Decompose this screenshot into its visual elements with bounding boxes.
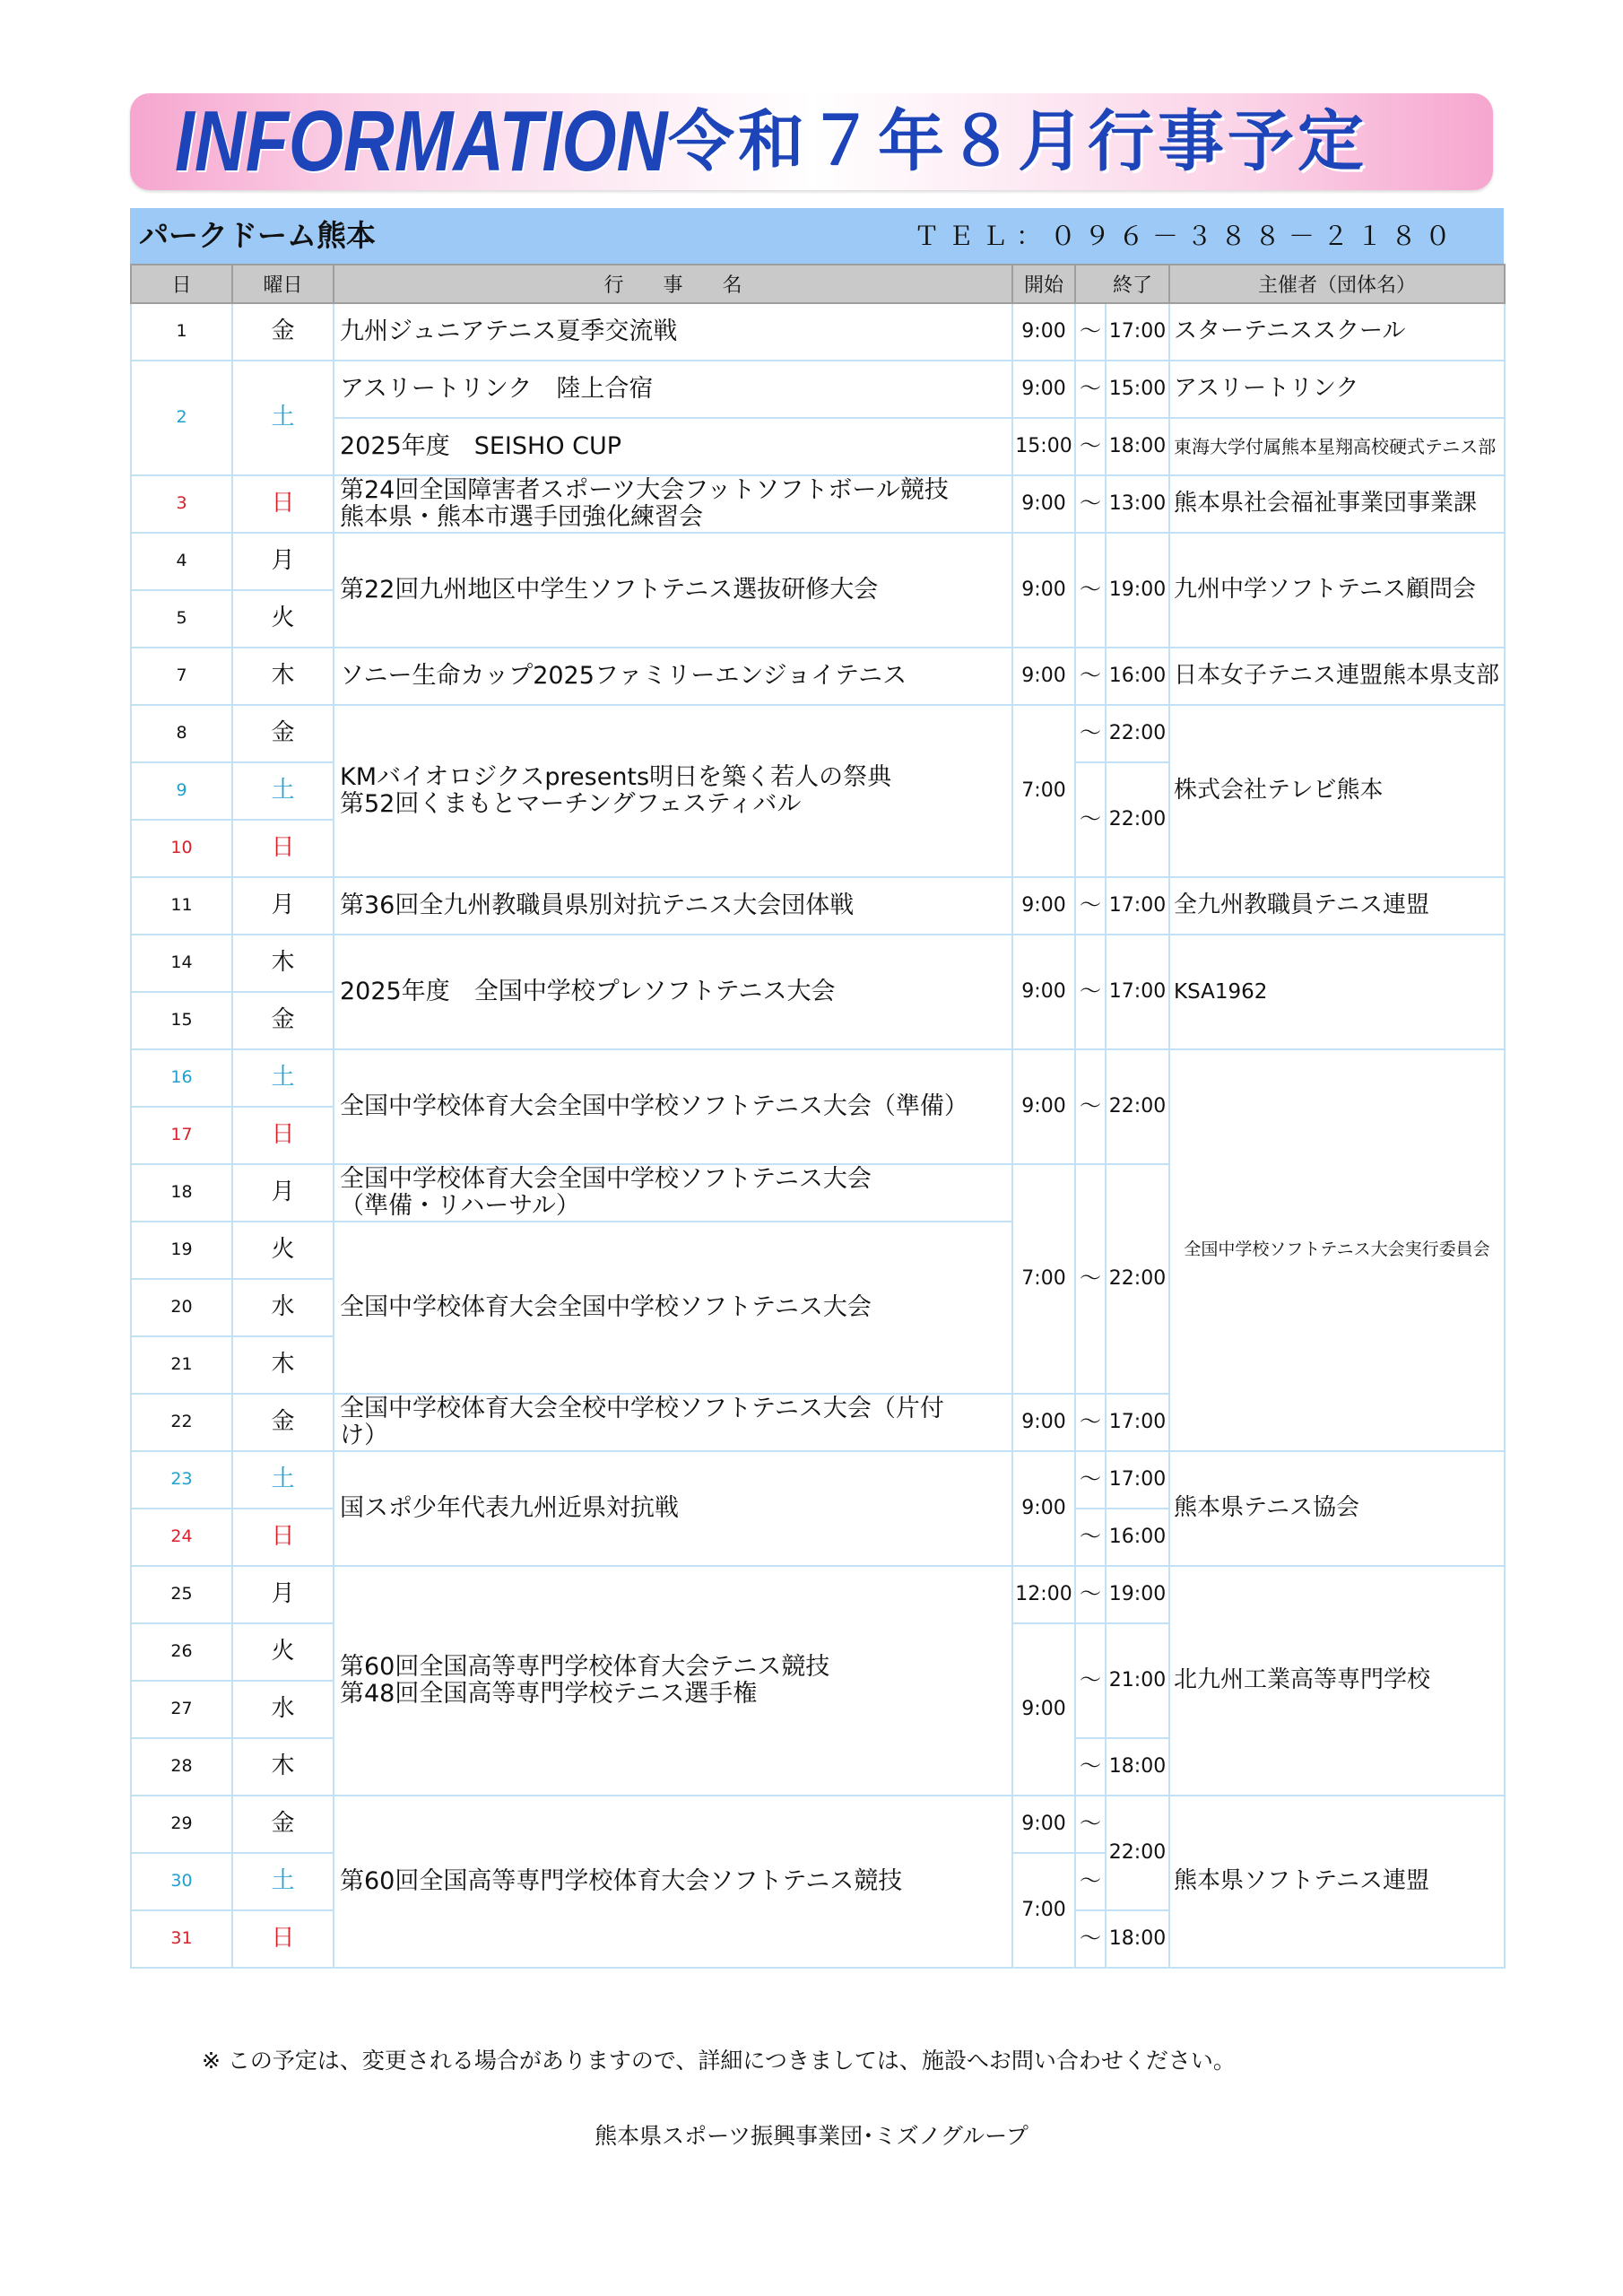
weekday-cell: 日 (232, 475, 334, 533)
end-time-cell: 17:00 (1106, 877, 1169, 935)
weekday-cell: 日 (232, 1509, 334, 1566)
weekday-cell: 水 (232, 1279, 334, 1336)
day-cell: 11 (131, 877, 232, 935)
end-time-cell: 19:00 (1106, 533, 1169, 648)
event-cell (334, 475, 1012, 533)
organizer-cell: 熊本県社会福祉事業団事業課 (1169, 475, 1505, 533)
table-row (131, 935, 1505, 992)
header-start: 開始 (1012, 265, 1075, 303)
event-line-2: （準備・リハーサル） (340, 1192, 580, 1220)
weekday-cell: 土 (232, 1049, 334, 1107)
day-cell: 9 (131, 762, 232, 820)
tilde-cell: ～ (1075, 1509, 1106, 1566)
day-cell: 24 (131, 1509, 232, 1566)
start-time-cell: 7:00 (1012, 1853, 1075, 1968)
day-cell: 20 (131, 1279, 232, 1336)
day-cell: 5 (131, 590, 232, 648)
organizer-cell: 東海大学付属熊本星翔高校硬式テニス部 (1169, 418, 1505, 475)
event-cell: 全国中学校体育大会全国中学校ソフトテニス大会 (334, 1222, 1012, 1394)
weekday-cell: 金 (232, 992, 334, 1049)
end-time-cell: 22:00 (1106, 1796, 1169, 1910)
weekday-cell: 土 (232, 1451, 334, 1509)
weekday-cell: 月 (232, 533, 334, 590)
weekday-cell: 月 (232, 877, 334, 935)
venue-bar (130, 208, 1504, 264)
end-time-cell: 22:00 (1106, 1049, 1169, 1164)
tilde-cell: ～ (1075, 935, 1106, 1049)
tilde-cell: ～ (1075, 475, 1106, 533)
event-cell: 全国中学校体育大会全国中学校ソフトテニス大会（準備） (334, 1049, 1012, 1164)
weekday-cell: 日 (232, 820, 334, 877)
weekday-cell: 金 (232, 303, 334, 361)
table-row (131, 533, 1505, 590)
tilde-cell: ～ (1075, 1853, 1106, 1910)
day-cell: 21 (131, 1336, 232, 1394)
start-time-cell: 7:00 (1012, 1164, 1075, 1394)
weekday-cell: 土 (232, 1853, 334, 1910)
tilde-cell: ～ (1075, 877, 1106, 935)
event-cell (334, 1566, 1012, 1796)
tilde-cell: ～ (1075, 1164, 1106, 1394)
weekday-cell: 月 (232, 1164, 334, 1222)
organizer-cell: 熊本県テニス協会 (1169, 1451, 1505, 1566)
end-time-cell: 17:00 (1106, 303, 1169, 361)
schedule-table (130, 264, 1506, 1969)
tilde-cell: ～ (1075, 1451, 1106, 1509)
weekday-cell: 金 (232, 705, 334, 762)
tilde-cell: ～ (1075, 533, 1106, 648)
tilde-cell: ～ (1075, 1394, 1106, 1451)
end-time-cell: 16:00 (1106, 648, 1169, 705)
organizer-cell: スターテニススクール (1169, 303, 1505, 361)
weekday-cell: 火 (232, 1623, 334, 1681)
tilde-cell: ～ (1075, 1623, 1106, 1738)
tilde-cell: ～ (1075, 762, 1106, 877)
start-time-cell: 9:00 (1012, 1796, 1075, 1853)
event-cell: 第22回九州地区中学生ソフトテニス選抜研修大会 (334, 533, 1012, 648)
start-time-cell: 9:00 (1012, 648, 1075, 705)
weekday-cell: 火 (232, 1222, 334, 1279)
table-row (131, 1049, 1505, 1107)
table-row (131, 418, 1505, 475)
event-line-1: 第24回全国障害者スポーツ大会フットソフトボール競技 (340, 476, 949, 505)
day-cell: 29 (131, 1796, 232, 1853)
day-cell: 18 (131, 1164, 232, 1222)
day-cell: 15 (131, 992, 232, 1049)
start-time-cell: 9:00 (1012, 303, 1075, 361)
day-cell: 2 (131, 361, 232, 475)
start-time-cell: 9:00 (1012, 1049, 1075, 1164)
event-cell: 2025年度 SEISHO CUP (334, 418, 1012, 475)
day-cell: 22 (131, 1394, 232, 1451)
day-cell: 17 (131, 1107, 232, 1164)
day-cell: 23 (131, 1451, 232, 1509)
tilde-cell: ～ (1075, 1049, 1106, 1164)
tilde-cell: ～ (1075, 361, 1106, 418)
event-cell (334, 705, 1012, 877)
start-time-cell: 9:00 (1012, 475, 1075, 533)
table-row (131, 877, 1505, 935)
start-time-cell: 9:00 (1012, 533, 1075, 648)
event-cell (334, 1164, 1012, 1222)
tilde-cell: ～ (1075, 1738, 1106, 1796)
day-cell: 19 (131, 1222, 232, 1279)
start-time-cell: 9:00 (1012, 361, 1075, 418)
event-line-1: 全国中学校体育大会全国中学校ソフトテニス大会 (340, 1165, 872, 1194)
organizer-cell: 九州中学ソフトテニス顧問会 (1169, 533, 1505, 648)
organizer-cell: 全九州教職員テニス連盟 (1169, 877, 1505, 935)
event-cell: 第60回全国高等専門学校体育大会ソフトテニス競技 (334, 1796, 1012, 1968)
table-header-row (131, 265, 1505, 303)
end-time-cell: 22:00 (1106, 705, 1169, 762)
title-banner (130, 93, 1493, 190)
table-row (131, 1566, 1505, 1623)
information-heading: INFORMATION (175, 93, 668, 189)
event-cell: 九州ジュニアテニス夏季交流戦 (334, 303, 1012, 361)
table-row (131, 303, 1505, 361)
event-line-1: 全国中学校体育大会全校中学校ソフトテニス大会（片付 (340, 1395, 944, 1423)
day-cell: 3 (131, 475, 232, 533)
day-cell: 30 (131, 1853, 232, 1910)
end-time-cell: 18:00 (1106, 1738, 1169, 1796)
event-line-1: KMバイオロジクスpresents明日を築く若人の祭典 (340, 763, 892, 792)
organizer-cell: 全国中学校ソフトテニス大会実行委員会 (1169, 1049, 1505, 1451)
end-time-cell: 22:00 (1106, 1164, 1169, 1394)
day-cell: 28 (131, 1738, 232, 1796)
tilde-cell: ～ (1075, 303, 1106, 361)
end-time-cell: 18:00 (1106, 418, 1169, 475)
day-cell: 31 (131, 1910, 232, 1968)
event-line-2: 熊本県・熊本市選手団強化練習会 (340, 503, 703, 531)
table-row (131, 648, 1505, 705)
day-cell: 10 (131, 820, 232, 877)
start-time-cell: 9:00 (1012, 877, 1075, 935)
table-row (131, 705, 1505, 762)
weekday-cell: 金 (232, 1796, 334, 1853)
event-cell: アスリートリンク 陸上合宿 (334, 361, 1012, 418)
end-time-cell: 19:00 (1106, 1566, 1169, 1623)
start-time-cell: 9:00 (1012, 1394, 1075, 1451)
event-cell: 2025年度 全国中学校プレソフトテニス大会 (334, 935, 1012, 1049)
start-time-cell: 12:00 (1012, 1566, 1075, 1623)
weekday-cell: 木 (232, 648, 334, 705)
footnote: ※ この予定は、変更される場合がありますので、詳細につきましては、施設へお問い合わせください。 (202, 2048, 1236, 2074)
weekday-cell: 土 (232, 361, 334, 475)
tilde-cell: ～ (1075, 648, 1106, 705)
end-time-cell: 21:00 (1106, 1623, 1169, 1738)
organizer-cell: アスリートリンク (1169, 361, 1505, 418)
header-day: 日 (131, 265, 232, 303)
start-time-cell: 9:00 (1012, 1623, 1075, 1796)
start-time-cell: 15:00 (1012, 418, 1075, 475)
end-time-cell: 15:00 (1106, 361, 1169, 418)
start-time-cell: 7:00 (1012, 705, 1075, 877)
day-cell: 7 (131, 648, 232, 705)
day-cell: 27 (131, 1681, 232, 1738)
day-cell: 1 (131, 303, 232, 361)
weekday-cell: 金 (232, 1394, 334, 1451)
venue-tel: ＴＥＬ：０９６－３８８－２１８０ (913, 221, 1459, 251)
tilde-cell: ～ (1075, 705, 1106, 762)
day-cell: 8 (131, 705, 232, 762)
header-end: 終了 (1075, 265, 1169, 303)
tilde-cell: ～ (1075, 418, 1106, 475)
weekday-cell: 木 (232, 935, 334, 992)
end-time-cell: 18:00 (1106, 1910, 1169, 1968)
footer-organization: 熊本県スポーツ振興事業団･ミズノグループ (595, 2123, 1028, 2149)
organizer-cell: 株式会社テレビ熊本 (1169, 705, 1505, 877)
page-title: 令和７年８月行事予定 (668, 103, 1367, 180)
tilde-cell: ～ (1075, 1566, 1106, 1623)
weekday-cell: 火 (232, 590, 334, 648)
event-line-1: 第60回全国高等専門学校体育大会テニス競技 (340, 1653, 830, 1682)
weekday-cell: 木 (232, 1336, 334, 1394)
weekday-cell: 月 (232, 1566, 334, 1623)
tilde-cell: ～ (1075, 1910, 1106, 1968)
start-time-cell: 9:00 (1012, 935, 1075, 1049)
header-weekday: 曜日 (232, 265, 334, 303)
day-cell: 4 (131, 533, 232, 590)
day-cell: 25 (131, 1566, 232, 1623)
table-row (131, 1796, 1505, 1853)
event-cell: 第36回全九州教職員県別対抗テニス大会団体戦 (334, 877, 1012, 935)
end-time-cell: 17:00 (1106, 1394, 1169, 1451)
end-time-cell: 16:00 (1106, 1509, 1169, 1566)
event-line-2: 第52回くまもとマーチングフェスティバル (340, 790, 802, 818)
weekday-cell: 水 (232, 1681, 334, 1738)
table-row (131, 361, 1505, 418)
start-time-cell: 9:00 (1012, 1451, 1075, 1566)
venue-name: パークドーム熊本 (139, 218, 376, 253)
event-cell (334, 1394, 1012, 1451)
organizer-cell: KSA1962 (1169, 935, 1505, 1049)
end-time-cell: 17:00 (1106, 935, 1169, 1049)
day-cell: 16 (131, 1049, 232, 1107)
header-event: 行 事 名 (334, 265, 1012, 303)
table-row (131, 1451, 1505, 1509)
weekday-cell: 木 (232, 1738, 334, 1796)
event-cell: ソニー生命カップ2025ファミリーエンジョイテニス (334, 648, 1012, 705)
end-time-cell: 22:00 (1106, 762, 1169, 877)
header-organizer: 主催者（団体名） (1169, 265, 1505, 303)
weekday-cell: 日 (232, 1107, 334, 1164)
organizer-cell: 熊本県ソフトテニス連盟 (1169, 1796, 1505, 1968)
event-cell: 国スポ少年代表九州近県対抗戦 (334, 1451, 1012, 1566)
event-line-2: 第48回全国高等専門学校テニス選手権 (340, 1680, 758, 1708)
organizer-cell: 北九州工業高等専門学校 (1169, 1566, 1505, 1796)
day-cell: 26 (131, 1623, 232, 1681)
end-time-cell: 17:00 (1106, 1451, 1169, 1509)
end-time-cell: 13:00 (1106, 475, 1169, 533)
organizer-cell: 日本女子テニス連盟熊本県支部 (1169, 648, 1505, 705)
day-cell: 14 (131, 935, 232, 992)
event-line-2: け） (340, 1422, 388, 1449)
tilde-cell: ～ (1075, 1796, 1106, 1853)
weekday-cell: 土 (232, 762, 334, 820)
table-row (131, 475, 1505, 533)
weekday-cell: 日 (232, 1910, 334, 1968)
